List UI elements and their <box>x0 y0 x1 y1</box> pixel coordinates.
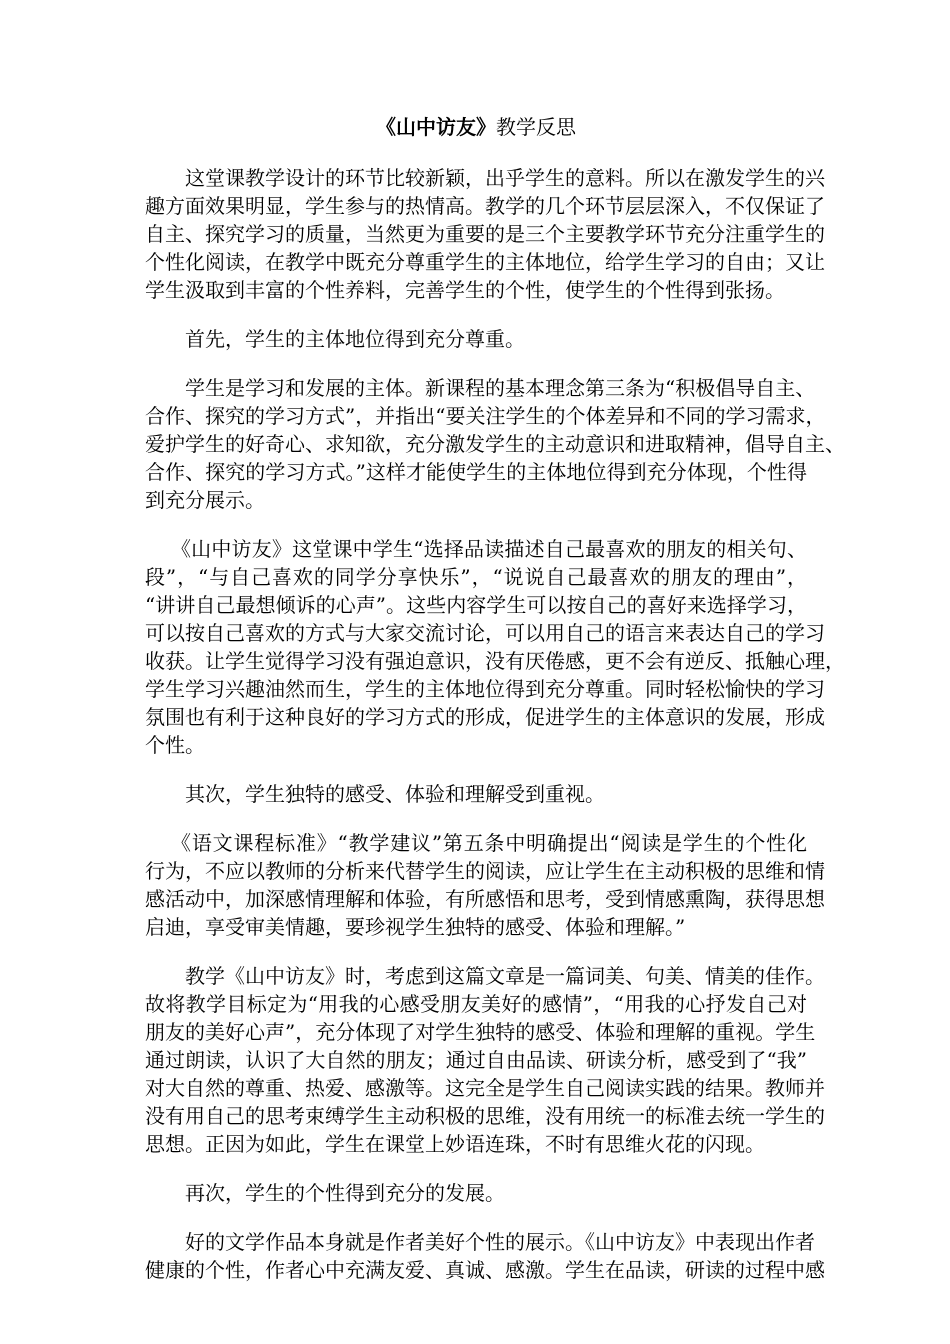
body-paragraph <box>145 829 825 941</box>
text-line: 好的文学作品本身就是作者美好个性的展示。《山中访友》中表现出作者 <box>185 1230 815 1254</box>
text-line: 个性。 <box>145 733 205 757</box>
section-heading <box>145 1179 807 1207</box>
body-paragraph <box>145 535 845 759</box>
text-line: 通过朗读，认识了大自然的朋友；通过自由品读、研读分析，感受到了“我” <box>145 1048 807 1072</box>
text-line: 思想。正因为如此，学生在课堂上妙语连珠，不时有思维火花的闪现。 <box>145 1132 765 1156</box>
body-paragraph <box>145 962 825 1158</box>
text-line: 《语文课程标准》“教学建议”第五条中明确提出“阅读是学生的个性化 <box>171 831 807 855</box>
text-line: “讲讲自己最想倾诉的心声”。这些内容学生可以按自己的喜好来选择学习， <box>145 593 807 617</box>
text-line: 故将教学目标定为“用我的心感受朋友美好的感情”，“用我的心抒发自己对 <box>145 992 807 1016</box>
text-line: 学生汲取到丰富的个性养料，完善学生的个性，使学生的个性得到张扬。 <box>145 278 785 302</box>
text-line: 没有用自己的思考束缚学生主动积极的思维，没有用统一的标准去统一学生的 <box>145 1104 825 1128</box>
text-line: 爱护学生的好奇心、求知欲，充分激发学生的主动意识和进取精神，倡导自主、 <box>145 432 845 456</box>
text-line: 朋友的美好心声”，充分体现了对学生独特的感受、体验和理解的重视。学生 <box>145 1020 816 1044</box>
text-line: 个性化阅读，在教学中既充分尊重学生的主体地位，给学生学习的自由；又让 <box>145 250 825 274</box>
text-line: 感活动中，加深感情理解和体验，有所感悟和思考，受到情感熏陶，获得思想 <box>145 887 825 911</box>
title-book-name: 《山中访友》 <box>376 115 496 139</box>
text-line: 其次，学生独特的感受、体验和理解受到重视。 <box>185 782 605 806</box>
paragraph-list <box>145 164 845 1284</box>
text-line: 行为，不应以教师的分析来代替学生的阅读，应让学生在主动积极的思维和情 <box>145 859 825 883</box>
text-line: 趣方面效果明显，学生参与的热情高。教学的几个环节层层深入，不仅保证了 <box>145 194 825 218</box>
document-body <box>145 112 845 1305</box>
text-line: 学生是学习和发展的主体。新课程的基本理念第三条为“积极倡导自主、 <box>185 376 816 400</box>
text-line: 到充分展示。 <box>145 488 265 512</box>
text-line: 教学《山中访友》时，考虑到这篇文章是一篇词美、句美、情美的佳作。 <box>185 964 825 988</box>
text-line: 《山中访友》这堂课中学生“选择品读描述自己最喜欢的朋友的相关句、 <box>171 537 807 561</box>
text-line: 再次，学生的个性得到充分的发展。 <box>185 1181 505 1205</box>
text-line: 启迪，享受审美情趣，要珍视学生独特的感受、体验和理解。” <box>145 915 686 939</box>
section-heading <box>145 325 807 353</box>
text-line: 收获。让学生觉得学习没有强迫意识，没有厌倦感，更不会有逆反、抵触心理， <box>145 649 845 673</box>
text-line: 对大自然的尊重、热爱、感激等。这完全是学生自己阅读实践的结果。教师并 <box>145 1076 825 1100</box>
text-line: 自主、探究学习的质量，当然更为重要的是三个主要教学环节充分注重学生的 <box>145 222 825 246</box>
text-line: 首先，学生的主体地位得到充分尊重。 <box>185 327 525 351</box>
title-rest: 教学反思 <box>496 115 576 139</box>
body-paragraph <box>145 374 845 514</box>
text-line: 氛围也有利于这种良好的学习方式的形成，促进学生的主体意识的发展，形成 <box>145 705 825 729</box>
text-line: 这堂课教学设计的环节比较新颖，出乎学生的意料。所以在激发学生的兴 <box>185 166 825 190</box>
section-heading <box>145 780 807 808</box>
text-line: 合作、探究的学习方式”，并指出“要关注学生的个体差异和不同的学习需求， <box>145 404 826 428</box>
text-line: 可以按自己喜欢的方式与大家交流讨论，可以用自己的语言来表达自己的学习 <box>145 621 825 645</box>
text-line: 段”，“与自己喜欢的同学分享快乐”，“说说自己最喜欢的朋友的理由”， <box>145 565 807 589</box>
text-line: 健康的个性，作者心中充满友爱、真诚、感激。学生在品读，研读的过程中感 <box>145 1258 825 1282</box>
text-line: 合作、探究的学习方式。”这样才能使学生的主体地位得到充分体现，个性得 <box>145 460 807 484</box>
body-paragraph <box>145 1228 825 1284</box>
text-line: 学生学习兴趣油然而生，学生的主体地位得到充分尊重。同时轻松愉快的学习 <box>145 677 825 701</box>
body-paragraph <box>145 164 825 304</box>
document-title <box>145 112 807 142</box>
